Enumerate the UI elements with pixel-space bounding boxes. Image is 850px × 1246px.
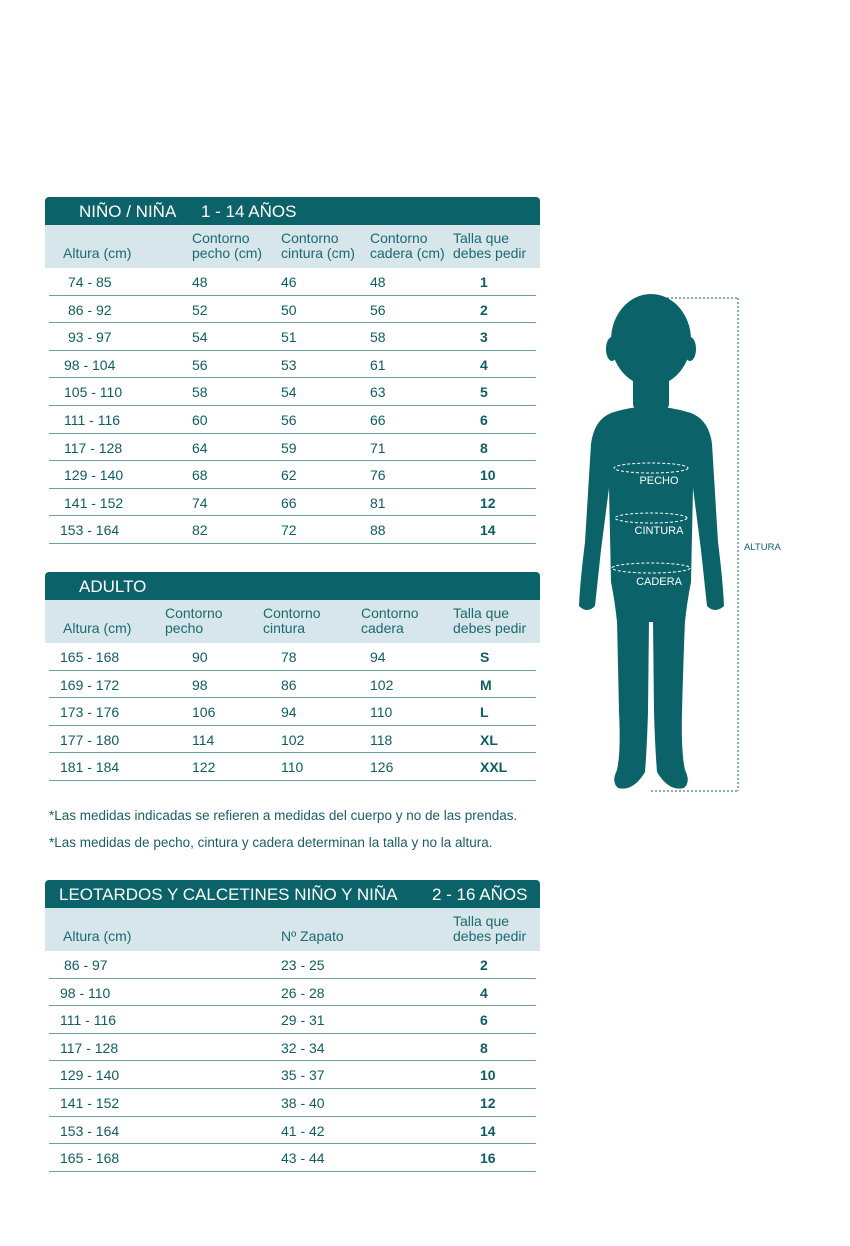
header-chest-line1: Contorno xyxy=(165,605,223,621)
table-row xyxy=(49,489,536,517)
cell-hip: 61 xyxy=(370,356,386,373)
cell-waist: 102 xyxy=(281,731,305,748)
cell-chest: 54 xyxy=(192,329,208,346)
cell-waist: 59 xyxy=(281,439,297,456)
cell-hip: 63 xyxy=(370,384,386,401)
cell-size: 14 xyxy=(480,1122,496,1139)
hip-label: CADERA xyxy=(636,576,682,588)
cell-size: 16 xyxy=(480,1150,496,1167)
cell-chest: 52 xyxy=(192,301,208,318)
kids-size-table xyxy=(45,197,540,544)
cell-shoe: 32 - 34 xyxy=(281,1039,325,1056)
cell-waist: 86 xyxy=(281,676,297,693)
cell-shoe: 23 - 25 xyxy=(281,957,325,973)
cell-waist: 66 xyxy=(281,494,297,511)
cell-waist: 72 xyxy=(281,522,297,539)
cell-size: 5 xyxy=(480,384,488,401)
cell-hip: 66 xyxy=(370,411,386,428)
adult-table-header xyxy=(45,600,540,643)
cell-chest: 98 xyxy=(192,676,208,693)
cell-height: 86 - 97 xyxy=(64,957,108,973)
cell-size: 12 xyxy=(480,494,496,511)
cell-waist: 50 xyxy=(281,301,297,318)
table-row xyxy=(49,516,536,544)
cell-size: 2 xyxy=(480,301,488,318)
cell-chest: 74 xyxy=(192,494,208,511)
cell-height: 169 - 172 xyxy=(60,676,120,693)
cell-size: 10 xyxy=(480,1067,496,1084)
cell-height: 129 - 140 xyxy=(64,467,124,484)
cell-chest: 48 xyxy=(192,274,208,290)
cell-hip: 94 xyxy=(370,649,386,665)
table-row xyxy=(49,951,536,979)
cell-hip: 48 xyxy=(370,274,386,290)
cell-size: L xyxy=(480,704,489,721)
header-chest-line1: Contorno xyxy=(192,230,250,246)
cell-height: 86 - 92 xyxy=(68,301,112,318)
cell-size: 6 xyxy=(480,411,488,428)
chest-label: PECHO xyxy=(639,475,679,487)
cell-waist: 78 xyxy=(281,649,297,665)
cell-chest: 56 xyxy=(192,356,208,373)
child-silhouette xyxy=(579,294,724,789)
cell-height: 93 - 97 xyxy=(68,329,112,346)
cell-hip: 58 xyxy=(370,329,386,346)
cell-chest: 60 xyxy=(192,411,208,428)
cell-shoe: 26 - 28 xyxy=(281,984,325,1001)
header-hip-line1: Contorno xyxy=(370,230,428,246)
cell-chest: 68 xyxy=(192,467,208,484)
table-row xyxy=(49,378,536,406)
kids-table-age-range: 1 - 14 AÑOS xyxy=(201,202,297,221)
adult-table-title-bar xyxy=(45,572,540,600)
table-row xyxy=(49,296,536,324)
adult-table-title: ADULTO xyxy=(79,577,147,596)
table-row xyxy=(49,1034,536,1062)
cell-height: 105 - 110 xyxy=(64,384,123,401)
kids-table-title: NIÑO / NIÑA xyxy=(79,202,177,221)
cell-hip: 76 xyxy=(370,467,386,484)
hosiery-table-title: LEOTARDOS Y CALCETINES NIÑO Y NIÑA xyxy=(59,885,398,904)
table-row xyxy=(49,1061,536,1089)
hosiery-size-table xyxy=(45,880,540,1172)
table-row xyxy=(49,461,536,489)
cell-height: 165 - 168 xyxy=(60,1150,120,1167)
cell-height: 141 - 152 xyxy=(60,1094,120,1111)
cell-chest: 64 xyxy=(192,439,208,456)
cell-size: 8 xyxy=(480,1039,488,1056)
cell-chest: 90 xyxy=(192,649,208,665)
cell-height: 177 - 180 xyxy=(60,731,120,748)
cell-size: XL xyxy=(480,731,498,748)
table-row xyxy=(49,1089,536,1117)
table-row xyxy=(49,1006,536,1034)
child-silhouette-illustration xyxy=(575,292,805,797)
kids-table-title-bar xyxy=(45,197,540,225)
adult-table-body xyxy=(45,643,540,781)
table-row xyxy=(49,671,536,699)
cell-hip: 88 xyxy=(370,522,386,539)
header-size-line1: Talla que xyxy=(453,913,510,929)
header-chest-line2: pecho xyxy=(165,620,204,636)
cell-waist: 56 xyxy=(281,411,297,428)
cell-height: 111 - 116 xyxy=(64,411,121,428)
cell-size: S xyxy=(480,649,490,665)
cell-size: 12 xyxy=(480,1094,496,1111)
cell-height: 141 - 152 xyxy=(64,494,124,511)
cell-size: 8 xyxy=(480,439,488,456)
header-waist-line2: cintura xyxy=(263,620,306,636)
cell-hip: 102 xyxy=(370,676,394,693)
cell-size: 1 xyxy=(480,274,488,290)
height-label: ALTURA xyxy=(744,542,781,553)
cell-shoe: 29 - 31 xyxy=(281,1012,325,1029)
table-row xyxy=(49,406,536,434)
cell-hip: 81 xyxy=(370,494,386,511)
cell-height: 129 - 140 xyxy=(60,1067,120,1084)
header-size-line2: debes pedir xyxy=(453,928,527,944)
header-size-line1: Talla que xyxy=(453,605,510,621)
header-height: Altura (cm) xyxy=(63,620,132,636)
cell-hip: 71 xyxy=(370,439,386,456)
cell-height: 117 - 128 xyxy=(64,439,123,456)
cell-size: XXL xyxy=(480,759,508,776)
hosiery-table-title-bar xyxy=(45,880,540,908)
header-waist-line2: cintura (cm) xyxy=(281,245,355,261)
cell-hip: 126 xyxy=(370,759,394,776)
cell-size: 10 xyxy=(480,467,496,484)
cell-chest: 82 xyxy=(192,522,208,539)
footnote-size-determination: *Las medidas de pecho, cintura y cadera determinan la talla y no la altura. xyxy=(49,835,493,850)
header-hip-line2: cadera xyxy=(361,620,404,636)
cell-size: 14 xyxy=(480,522,496,539)
cell-shoe: 38 - 40 xyxy=(281,1094,325,1111)
cell-chest: 106 xyxy=(192,704,216,721)
header-waist-line1: Contorno xyxy=(281,230,339,246)
waist-label: CINTURA xyxy=(634,525,684,537)
header-height: Altura (cm) xyxy=(63,928,132,944)
table-row xyxy=(49,351,536,379)
kids-table-body xyxy=(45,268,540,544)
cell-height: 153 - 164 xyxy=(60,1122,120,1139)
cell-height: 98 - 110 xyxy=(60,984,111,1001)
cell-shoe: 41 - 42 xyxy=(281,1122,325,1139)
table-row xyxy=(49,753,536,781)
hosiery-table-age-range: 2 - 16 AÑOS xyxy=(432,885,528,904)
cell-shoe: 35 - 37 xyxy=(281,1067,325,1084)
cell-size: 6 xyxy=(480,1012,488,1029)
hosiery-table-header xyxy=(45,908,540,951)
cell-shoe: 43 - 44 xyxy=(281,1150,325,1167)
header-hip-line2: cadera (cm) xyxy=(370,245,445,261)
cell-waist: 46 xyxy=(281,274,297,290)
header-waist-line1: Contorno xyxy=(263,605,321,621)
cell-chest: 114 xyxy=(192,731,215,748)
cell-chest: 58 xyxy=(192,384,208,401)
cell-hip: 118 xyxy=(370,731,393,748)
adult-size-table xyxy=(45,572,540,781)
table-row xyxy=(49,726,536,754)
cell-waist: 53 xyxy=(281,356,297,373)
cell-height: 153 - 164 xyxy=(60,522,120,539)
header-shoe-size: Nº Zapato xyxy=(281,928,344,944)
cell-height: 111 - 116 xyxy=(60,1012,117,1029)
table-row xyxy=(49,979,536,1007)
cell-height: 173 - 176 xyxy=(60,704,120,721)
table-row xyxy=(49,698,536,726)
footnote-body-measurements: *Las medidas indicadas se refieren a medidas del cuerpo y no de las prendas. xyxy=(49,808,518,823)
measurement-figure xyxy=(575,292,805,797)
header-hip-line1: Contorno xyxy=(361,605,419,621)
header-size-line2: debes pedir xyxy=(453,245,527,261)
table-row xyxy=(49,1144,536,1172)
cell-height: 117 - 128 xyxy=(60,1039,119,1056)
cell-size: 4 xyxy=(480,356,488,373)
hosiery-table-body xyxy=(45,951,540,1172)
cell-height: 98 - 104 xyxy=(64,356,116,373)
table-row xyxy=(49,643,536,671)
cell-height: 74 - 85 xyxy=(68,274,112,290)
cell-size: 3 xyxy=(480,329,488,346)
table-row xyxy=(49,1117,536,1145)
cell-chest: 122 xyxy=(192,759,216,776)
cell-height: 165 - 168 xyxy=(60,649,120,665)
cell-size: 2 xyxy=(480,957,488,973)
table-row xyxy=(49,434,536,462)
cell-size: M xyxy=(480,676,492,693)
cell-waist: 110 xyxy=(281,759,304,776)
header-size-line2: debes pedir xyxy=(453,620,527,636)
header-size-line1: Talla que xyxy=(453,230,510,246)
header-chest-line2: pecho (cm) xyxy=(192,245,263,261)
cell-waist: 51 xyxy=(281,329,297,346)
header-height: Altura (cm) xyxy=(63,245,132,261)
cell-hip: 110 xyxy=(370,704,393,721)
cell-waist: 54 xyxy=(281,384,297,401)
cell-waist: 62 xyxy=(281,467,297,484)
table-row xyxy=(49,268,536,296)
cell-hip: 56 xyxy=(370,301,386,318)
cell-size: 4 xyxy=(480,984,488,1001)
cell-height: 181 - 184 xyxy=(60,759,120,776)
kids-table-header xyxy=(45,225,540,268)
cell-waist: 94 xyxy=(281,704,297,721)
table-row xyxy=(49,323,536,351)
